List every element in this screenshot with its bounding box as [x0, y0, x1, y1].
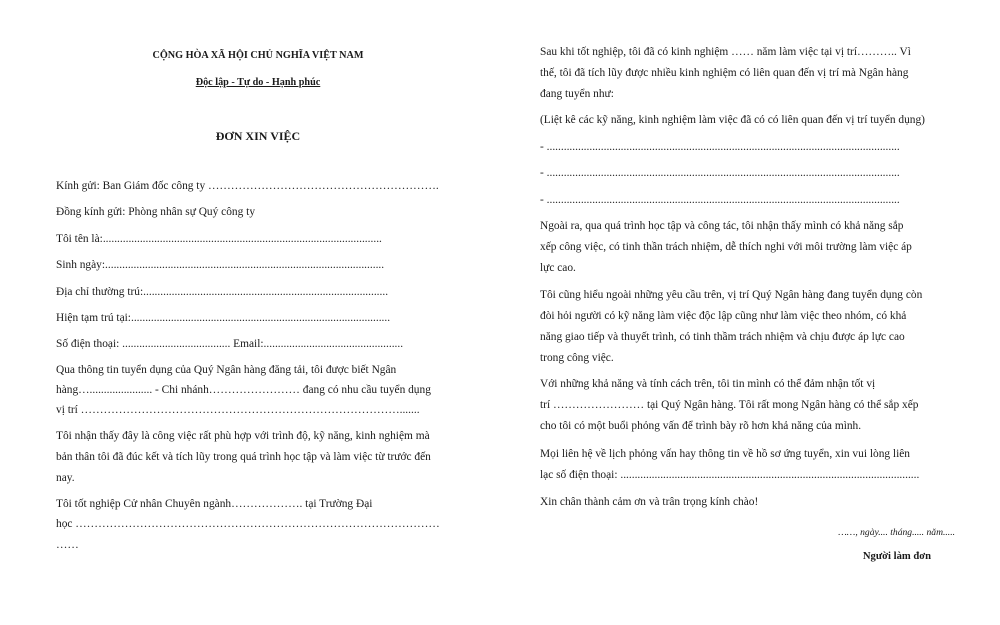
- fit-line-3: nay.: [56, 472, 75, 484]
- requirements-line-1: Tôi cũng hiểu ngoài những yêu cầu trên, vị trí Quý Ngân hàng đang tuyển dụng còn: [540, 289, 923, 301]
- nation-header: CỘNG HÒA XÃ HỘI CHỦ NGHĨA VIỆT NAM: [152, 50, 364, 61]
- motto: Độc lập - Tự do - Hạnh phúc: [195, 77, 321, 88]
- experience-line-1: Sau khi tốt nghiệp, tôi đã có kinh nghiệm …… năm làm việc tại vị trí……….. Vì: [540, 46, 911, 58]
- graduation-line-1: Tôi tốt nghiệp Cử nhân Chuyên ngành………………. tại Trường Đại: [56, 498, 373, 510]
- name-field: Tôi tên là:..................................................................................................: [56, 233, 382, 245]
- job-info-line-2: hàng…...................... - Chi nhánh…………………… đang có nhu cầu tuyển dụng: [56, 384, 431, 396]
- fit-line-1: Tôi nhận thấy đây là công việc rất phù hợp với trình độ, kỹ năng, kinh nghiệm mà: [56, 430, 430, 442]
- page-title: ĐƠN XIN VIỆC: [215, 129, 301, 143]
- fit-line-2: bản thân tôi đã đúc kết và tích lũy trong quá trình học tập và làm việc từ trước đến: [56, 451, 431, 463]
- abilities-line-1: Với những khả năng và tính cách trên, tôi tin mình có thể đảm nhận tốt vị: [540, 378, 876, 390]
- skills-instruction: (Liệt kê các kỹ năng, kinh nghiệm làm việc đã có có liên quan đến vị trí tuyển dụng): [540, 114, 925, 126]
- abilities-line-3: cho tôi có một buổi phỏng vấn để trình bày rõ hơn khả năng của mình.: [540, 420, 862, 432]
- addressee-line: Kính gửi: Ban Giám đốc công ty …………………………………………………….: [56, 180, 439, 192]
- graduation-line-2: học ……………………………………………………………………………………: [56, 518, 440, 530]
- contact-line-1: Mọi liên hệ về lịch phỏng vấn hay thông tin về hồ sơ ứng tuyển, xin vui lòng liên: [540, 448, 911, 460]
- abilities-line-2: trí …………………… tại Quý Ngân hàng. Tôi rất mong Ngân hàng có thể sắp xếp: [540, 399, 919, 411]
- requirements-line-2: đòi hỏi người có kỹ năng làm việc độc lập cũng như làm việc theo nhóm, có khả: [540, 310, 907, 322]
- requirements-line-3: năng giao tiếp và thuyết trình, có tinh thầm trách nhiệm và chịu được áp lực cao: [540, 331, 905, 343]
- birthdate-field: Sinh ngày:..................................................................................................: [56, 259, 385, 271]
- additional-line-2: xếp công việc, có tinh thần trách nhiệm, dễ thích nghi với môi trường làm việc áp: [540, 241, 912, 253]
- temporary-address-field: Hiện tạm trú tại:...........................................................................................: [56, 312, 391, 324]
- skill-bullet-1: - ............................................................................................................................: [540, 141, 900, 153]
- phone-email-field: Số điện thoại: ...................................... Email:.................................................: [56, 338, 404, 350]
- thanks-line: Xin chân thành cảm ơn và trân trọng kính chào!: [540, 496, 759, 508]
- skill-bullet-3: - ............................................................................................................................: [540, 194, 900, 206]
- cc-line: Đồng kính gửi: Phòng nhân sự Quý công ty: [56, 206, 256, 218]
- requirements-line-4: trong công việc.: [540, 352, 614, 364]
- skill-bullet-2: - ............................................................................................................................: [540, 167, 900, 179]
- job-info-line-3: vị trí ………………………………………………………………………….......: [56, 404, 420, 416]
- experience-line-2: thế, tôi đã tích lũy được nhiều kinh nghiệm có liên quan đến vị trí mà Ngân hàng: [540, 67, 909, 79]
- additional-line-1: Ngoài ra, qua quá trình học tập và công tác, tôi nhận thấy mình có khả năng sắp: [540, 220, 904, 232]
- date-line: ……, ngày.... tháng..... năm.....: [838, 527, 955, 538]
- contact-line-2: lạc số điện thoại: .........................................................................................................: [540, 469, 920, 481]
- signer-label: Người làm đơn: [862, 551, 931, 562]
- additional-line-3: lực cao.: [540, 262, 576, 274]
- graduation-line-3: ……: [56, 539, 79, 551]
- job-info-line-1: Qua thông tin tuyển dụng của Quý Ngân hàng đăng tải, tôi được biết Ngân: [56, 364, 397, 376]
- experience-line-3: đang tuyển như:: [540, 88, 614, 100]
- permanent-address-field: Địa chỉ thường trú:......................................................................................: [56, 286, 389, 298]
